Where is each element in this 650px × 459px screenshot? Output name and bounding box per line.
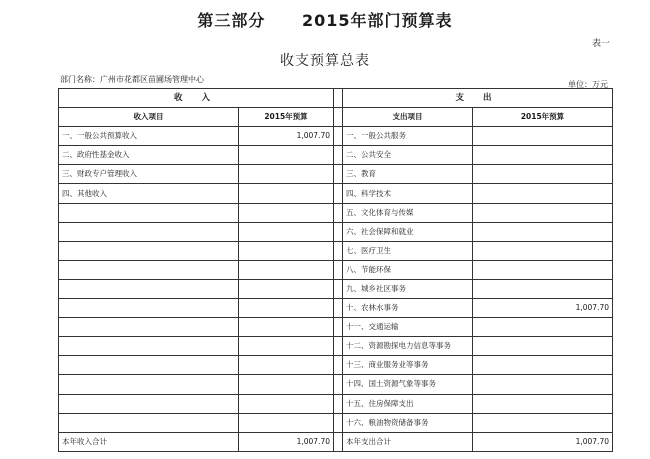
expense-value-cell [473, 241, 613, 260]
document-title: 2015年部门预算表 [302, 11, 453, 30]
expense-item-cell: 十三、商业服务业等事务 [343, 356, 473, 375]
expense-item-cell: 十五、住房保障支出 [343, 394, 473, 413]
expense-value-cell [473, 337, 613, 356]
table-row [59, 337, 613, 356]
income-item-cell [59, 337, 239, 356]
expense-value-cell [473, 146, 613, 165]
expense-item-cell: 十四、国土资源气象等事务 [343, 375, 473, 394]
column-gap [334, 375, 343, 394]
income-item-cell: 四、其他收入 [59, 184, 239, 203]
table-row [59, 241, 613, 260]
table-row [59, 184, 613, 203]
expense-value-cell [473, 222, 613, 241]
expense-value-cell [473, 260, 613, 279]
expense-item-cell: 七、医疗卫生 [343, 241, 473, 260]
section-header-row [59, 89, 613, 108]
column-gap [334, 337, 343, 356]
department-label: 部门名称： [60, 75, 100, 84]
income-item-cell [59, 375, 239, 394]
income-value-cell [239, 241, 334, 260]
income-value-cell [239, 146, 334, 165]
column-gap [334, 432, 343, 451]
unit-label: 单位：万元 [568, 80, 608, 89]
column-gap [334, 165, 343, 184]
table-row [59, 299, 613, 318]
expense-value-cell: 1,007.70 [473, 299, 613, 318]
table-subtitle: 收支预算总表 [280, 53, 370, 69]
column-gap [334, 279, 343, 298]
department-name: 广州市花都区苗圃场管理中心 [100, 75, 204, 84]
income-value-cell [239, 260, 334, 279]
income-value-cell [239, 356, 334, 375]
table-row [59, 222, 613, 241]
income-item-column-header: 收入项目 [59, 108, 239, 127]
income-value-cell [239, 203, 334, 222]
table-row [59, 165, 613, 184]
income-section-header: 收 入 [59, 89, 334, 108]
income-value-cell [239, 279, 334, 298]
expense-value-cell [473, 127, 613, 146]
expense-item-cell: 一、一般公共服务 [343, 127, 473, 146]
expense-item-cell: 十一、交通运输 [343, 318, 473, 337]
income-item-cell [59, 356, 239, 375]
expense-item-cell: 二、公共安全 [343, 146, 473, 165]
column-gap [334, 318, 343, 337]
column-gap [334, 146, 343, 165]
table-row [59, 127, 613, 146]
income-item-cell [59, 222, 239, 241]
income-item-cell [59, 241, 239, 260]
income-item-cell [59, 413, 239, 432]
column-gap [334, 356, 343, 375]
column-gap [334, 413, 343, 432]
table-row [59, 260, 613, 279]
table-row [59, 279, 613, 298]
column-gap [334, 184, 343, 203]
income-item-cell [59, 260, 239, 279]
expense-value-cell [473, 279, 613, 298]
table-number: 表一 [591, 39, 610, 49]
expense-item-cell: 九、城乡社区事务 [343, 279, 473, 298]
expense-item-cell: 三、教育 [343, 165, 473, 184]
expense-item-cell: 十六、粮油物资储备事务 [343, 413, 473, 432]
income-item-cell [59, 299, 239, 318]
expense-section-header: 支 出 [343, 89, 613, 108]
expense-item-cell: 十、农林水事务 [343, 299, 473, 318]
income-value-cell [239, 165, 334, 184]
table-row [59, 146, 613, 165]
expense-value-cell [473, 184, 613, 203]
income-value-cell [239, 413, 334, 432]
income-value-cell [239, 299, 334, 318]
table-row [59, 318, 613, 337]
expense-total-value: 1,007.70 [473, 432, 613, 451]
income-item-cell [59, 203, 239, 222]
expense-item-cell: 六、社会保障和就业 [343, 222, 473, 241]
column-gap [334, 89, 343, 108]
income-item-cell: 一、一般公共预算收入 [59, 127, 239, 146]
expense-value-cell [473, 203, 613, 222]
column-gap [334, 222, 343, 241]
expense-value-cell [473, 394, 613, 413]
expense-budget-column-header: 2015年预算 [473, 108, 613, 127]
expense-value-cell [473, 413, 613, 432]
income-value-cell [239, 375, 334, 394]
expense-value-cell [473, 165, 613, 184]
expense-value-cell [473, 375, 613, 394]
table-row [59, 375, 613, 394]
income-item-cell [59, 318, 239, 337]
expense-total-label: 本年支出合计 [343, 432, 473, 451]
expense-value-cell [473, 356, 613, 375]
column-gap [334, 299, 343, 318]
column-gap [334, 260, 343, 279]
table-row [59, 413, 613, 432]
page-title [0, 8, 650, 31]
table-row [59, 203, 613, 222]
expense-item-cell: 八、节能环保 [343, 260, 473, 279]
expense-item-column-header: 支出项目 [343, 108, 473, 127]
income-value-cell: 1,007.70 [239, 127, 334, 146]
income-value-cell [239, 184, 334, 203]
income-value-cell [239, 222, 334, 241]
income-budget-column-header: 2015年预算 [239, 108, 334, 127]
income-value-cell [239, 337, 334, 356]
income-item-cell: 三、财政专户管理收入 [59, 165, 239, 184]
table-row [59, 394, 613, 413]
income-item-cell [59, 394, 239, 413]
column-gap [334, 241, 343, 260]
column-gap [334, 127, 343, 146]
column-gap [334, 108, 343, 127]
total-row [59, 432, 613, 451]
expense-item-cell: 五、文化体育与传媒 [343, 203, 473, 222]
column-gap [334, 203, 343, 222]
department-line [60, 74, 204, 85]
income-item-cell [59, 279, 239, 298]
budget-summary-table [58, 88, 613, 452]
column-gap [334, 394, 343, 413]
expense-value-cell [473, 318, 613, 337]
expense-item-cell: 四、科学技术 [343, 184, 473, 203]
part-label: 第三部分 [197, 11, 266, 30]
column-header-row [59, 108, 613, 127]
table-row [59, 356, 613, 375]
income-total-label: 本年收入合计 [59, 432, 239, 451]
income-value-cell [239, 394, 334, 413]
expense-item-cell: 十二、资源勘探电力信息等事务 [343, 337, 473, 356]
income-total-value: 1,007.70 [239, 432, 334, 451]
income-value-cell [239, 318, 334, 337]
income-item-cell: 二、政府性基金收入 [59, 146, 239, 165]
